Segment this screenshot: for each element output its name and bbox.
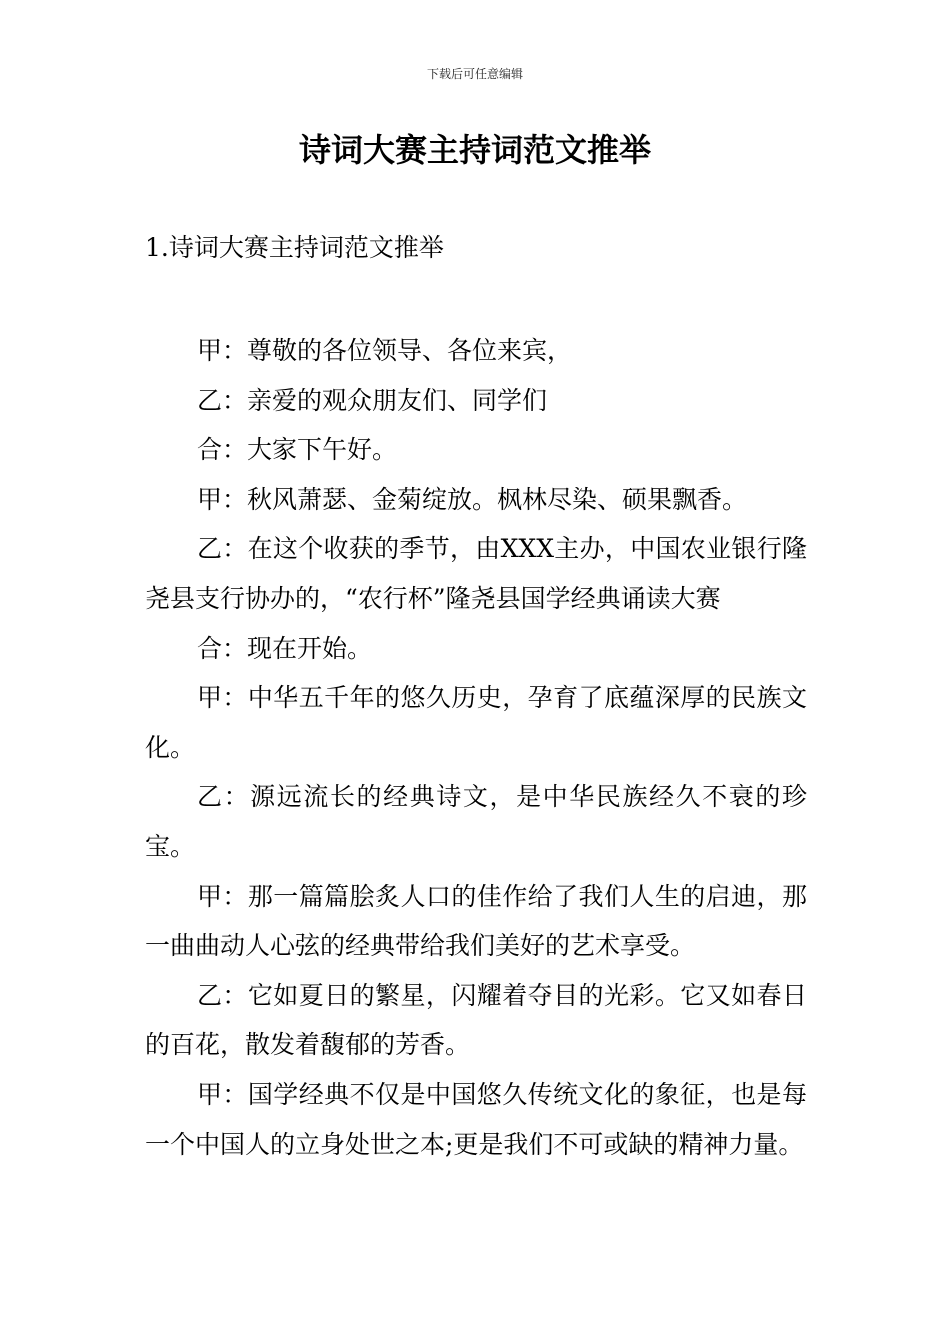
paragraph-3: 合：大家下午好。 xyxy=(197,435,398,465)
document-title: 诗词大赛主持词范文推举 xyxy=(298,131,651,169)
paragraph-4: 甲：秋风萧瑟、金菊绽放。枫林尽染、硕果飘香。 xyxy=(197,484,748,514)
paragraph-7: 甲：中华五千年的悠久历史，孕育了底蕴深厚的民族文化。 xyxy=(145,683,807,762)
section-heading: 1.诗词大赛主持词范文推举 xyxy=(145,233,444,262)
paragraph-2: 乙：亲爱的观众朋友们、同学们 xyxy=(197,385,548,415)
document-body xyxy=(145,326,807,1169)
paragraph-8: 乙：源远流长的经典诗文，是中华民族经久不衰的珍宝。 xyxy=(145,782,807,861)
paragraph-11: 甲：国学经典不仅是中国悠久传统文化的象征，也是每一个中国人的立身处世之本;更是我们不可或缺的精神力量。 xyxy=(145,1079,807,1159)
header-note: 下载后可任意编辑 xyxy=(426,67,523,81)
paragraph-9: 甲：那一篇篇脍炙人口的佳作给了我们人生的启迪，那一曲曲动人心弦的经典带给我们美好的艺术享受。 xyxy=(145,881,807,961)
paragraph-5: 乙：在这个收获的季节，由XXX主办，中国农业银行隆尧县支行协办的，“农行杯”隆尧县国学经典诵读大赛 xyxy=(145,534,807,613)
paragraph-1: 甲：尊敬的各位领导、各位来宾， xyxy=(197,336,573,365)
paragraph-10: 乙：它如夏日的繁星，闪耀着夺目的光彩。它又如春日的百花，散发着馥郁的芳香。 xyxy=(145,980,807,1060)
paragraph-6: 合：现在开始。 xyxy=(197,633,373,663)
